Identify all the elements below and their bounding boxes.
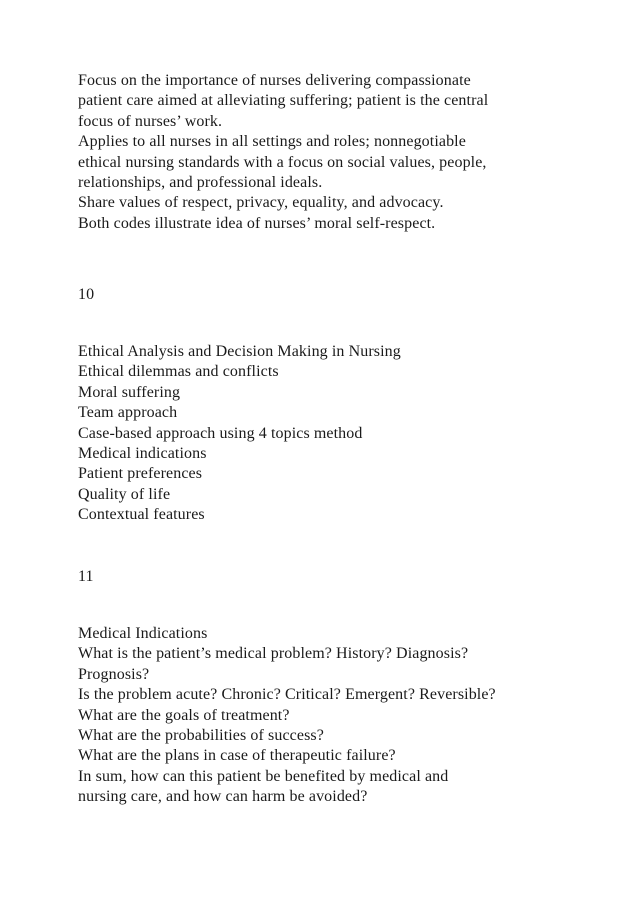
text-line: Both codes illustrate idea of nurses’ moral self-respect. (78, 214, 436, 232)
text-line: relationships, and professional ideals. (78, 174, 323, 192)
section-heading: Ethical Analysis and Decision Making in Nursing (78, 343, 401, 360)
text-line: patient care aimed at alleviating suffering; patient is the central (78, 92, 489, 110)
text-line: focus of nurses’ work. (78, 112, 223, 130)
text-line: Medical indications (78, 445, 207, 463)
text-line: Is the problem acute? Chronic? Critical? Emergent? Reversible? (78, 686, 496, 704)
text-line: Focus on the importance of nurses delivering compassionate (78, 72, 471, 89)
text-line: Applies to all nurses in all settings and roles; nonnegotiable (78, 133, 466, 151)
section-heading: Medical Indications (78, 625, 208, 642)
slide-number (78, 567, 618, 587)
text-line: What is the patient’s medical problem? History? Diagnosis? (78, 645, 469, 663)
text-line: Prognosis? (78, 665, 150, 683)
slide-number-text: 11 (78, 568, 94, 585)
text-line: Case-based approach using 4 topics method (78, 424, 363, 442)
text-line: What are the plans in case of therapeutic failure? (78, 747, 396, 765)
text-line: Patient preferences (78, 465, 203, 483)
text-line: Share values of respect, privacy, equality, and advocacy. (78, 194, 444, 212)
slide-number-text: 10 (78, 286, 95, 303)
text-line: What are the goals of treatment? (78, 706, 290, 724)
text-block-codes-of-ethics (78, 71, 618, 234)
text-line: Contextual features (78, 506, 205, 524)
text-line: Quality of life (78, 485, 171, 503)
text-line: Moral suffering (78, 383, 181, 401)
text-block-medical-indications (78, 624, 618, 808)
text-line: What are the probabilities of success? (78, 727, 324, 745)
text-line: Ethical dilemmas and conflicts (78, 363, 279, 381)
text-line: Team approach (78, 404, 178, 422)
text-line: ethical nursing standards with a focus on social values, people, (78, 153, 487, 171)
slide-number (78, 285, 618, 305)
text-line: nursing care, and how can harm be avoided? (78, 788, 368, 806)
text-block-ethical-analysis (78, 342, 618, 526)
text-line: In sum, how can this patient be benefited by medical and (78, 767, 449, 785)
